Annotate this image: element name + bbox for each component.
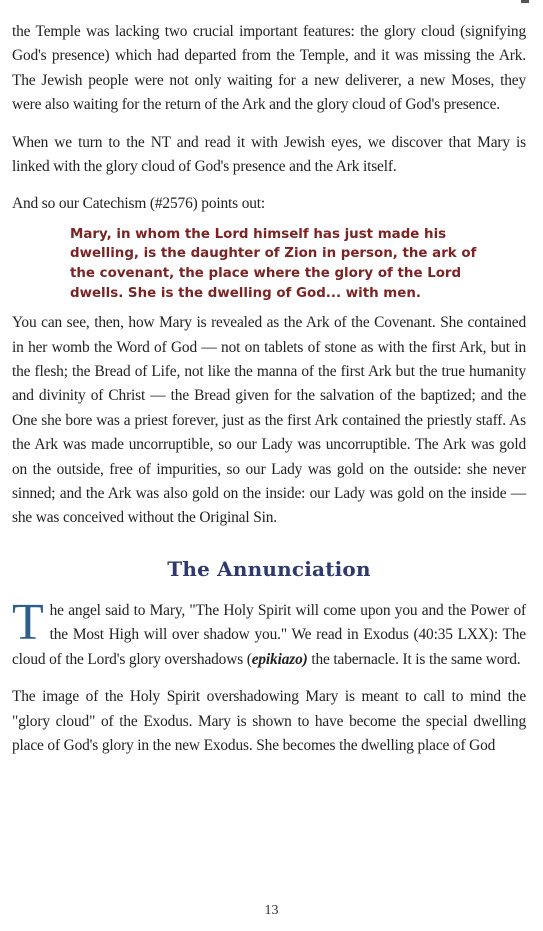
paragraph-ark: You can see, then, how Mary is revealed as the Ark of the Covenant. She contained in her womb the Word of God — not on tablets of stone as with the first Ark, but in the flesh; the Bread of Life, not like the manna of the first Ark but the true humanity and divinity of Christ — the Bread given for the salvation of the baptized; and the One she bore was a priest forever, just as the first Ark contained the priestly staff. As the Ark was made uncorruptible, so our Lady was uncorruptible. The Ark was gold on the outside, free of impurities, so our Lady was gold on the outside: she never sinned; and the Ark was also gold on the inside: our Lady was gold on the inside — she was conceived without the Original Sin. xyxy=(12,314,526,527)
section-heading: The Annunciation xyxy=(167,556,371,581)
annunciation-text-a: he angel said to Mary, "The Holy Spirit will come upon you and the Power of the Most High will over shadow you." We read in Exodus (40:35 LXX): The cloud of the Lord's glory overshadows ( xyxy=(12,601,526,668)
annunciation-text-b: the tabernacle. It is the same word. xyxy=(307,650,521,668)
block-quote: Mary, in whom the Lord himself has just made his dwelling, is the daughter of Zion in person, the ark of the covenant, the place where the glory of the Lord dwells. She is the dwelling of God... with men. xyxy=(70,226,477,301)
page-content xyxy=(12,20,526,758)
paragraph-catechism: And so our Catechism (#2576) points out: xyxy=(12,195,266,213)
paragraph-holy-spirit: The image of the Holy Spirit overshadowing Mary is meant to call to mind the "glory cloud" of the Exodus. Mary is shown to have become the special dwelling place of God's glory in the new Exodus. She becomes the dwelling place of God xyxy=(12,688,526,754)
paragraph-annunciation xyxy=(12,593,526,672)
paragraph-nt: When we turn to the NT and read it with Jewish eyes, we discover that Mary is linked with the glory cloud of God's presence and the Ark itself. xyxy=(12,133,526,176)
greek-term: epikiazo) xyxy=(251,650,308,668)
paragraph-temple: the Temple was lacking two crucial important features: the glory cloud (signifying God's presence) which had departed from the Temple, and it was missing the Ark. The Jewish people were not only waiting for a new deliverer, a new Moses, they were also waiting for the return of the Ark and the glory cloud of God's presence. xyxy=(12,23,526,114)
page-number: 13 xyxy=(264,903,279,918)
top-edge-mark xyxy=(521,0,529,3)
drop-cap: T xyxy=(12,593,44,651)
